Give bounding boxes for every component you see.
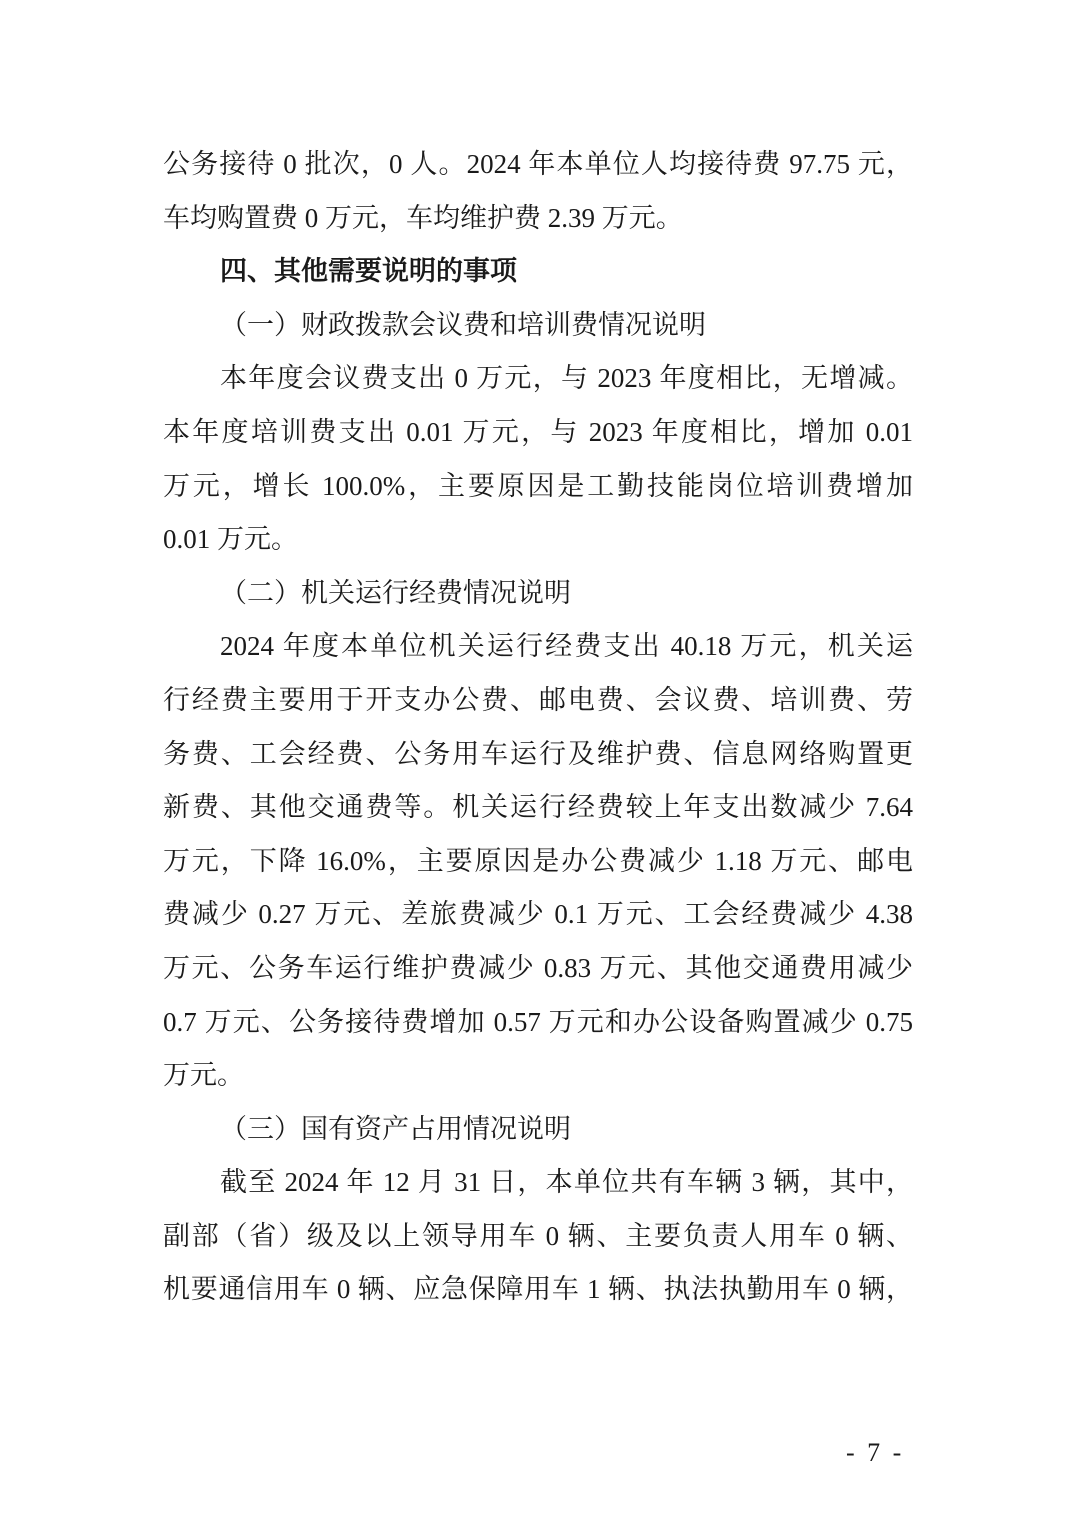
- section-heading: 四、其他需要说明的事项: [220, 256, 517, 288]
- text-line: 本年度培训费支出 0.01 万元，与 2023 年度相比，增加 0.01: [163, 416, 913, 447]
- text-line: 万元。: [163, 1060, 244, 1091]
- text-line: 万元，增长 100.0%，主要原因是工勤技能岗位培训费增加: [163, 470, 913, 501]
- page-number: - 7 -: [846, 1438, 902, 1467]
- text-line: 万元，下降 16.0%，主要原因是办公费减少 1.18 万元、邮电: [163, 845, 913, 876]
- text-line: 行经费主要用于开支办公费、邮电费、会议费、培训费、劳: [163, 684, 913, 715]
- text-line: 务费、工会经费、公务用车运行及维护费、信息网络购置更: [163, 738, 913, 769]
- text-line: 机要通信用车 0 辆、应急保障用车 1 辆、执法执勤用车 0 辆，: [163, 1274, 913, 1305]
- text-line: 副部（省）级及以上领导用车 0 辆、主要负责人用车 0 辆、: [163, 1220, 913, 1251]
- subsection-heading: （二）机关运行经费情况说明: [220, 577, 571, 608]
- text-line: 0.7 万元、公务接待费增加 0.57 万元和办公设备购置减少 0.75: [163, 1006, 913, 1037]
- text-line: 费减少 0.27 万元、差旅费减少 0.1 万元、工会经费减少 4.38: [163, 899, 913, 930]
- text-line: 截至 2024 年 12 月 31 日，本单位共有车辆 3 辆，其中，: [220, 1167, 913, 1198]
- text-line: 万元、公务车运行维护费减少 0.83 万元、其他交通费用减少: [163, 952, 913, 983]
- subsection-heading: （三）国有资产占用情况说明: [220, 1113, 571, 1144]
- text-line: 车均购置费 0 万元，车均维护费 2.39 万元。: [163, 202, 683, 233]
- text-line: 2024 年度本单位机关运行经费支出 40.18 万元，机关运: [220, 631, 913, 662]
- text-line: 本年度会议费支出 0 万元，与 2023 年度相比，无增减。: [220, 363, 913, 394]
- document-body: [163, 138, 913, 1317]
- text-line: 新费、其他交通费等。机关运行经费较上年支出数减少 7.64: [163, 792, 913, 823]
- text-line: 公务接待 0 批次，0 人。2024 年本单位人均接待费 97.75 元，: [163, 149, 913, 179]
- subsection-heading: （一）财政拨款会议费和培训费情况说明: [220, 309, 706, 340]
- text-line: 0.01 万元。: [163, 524, 298, 555]
